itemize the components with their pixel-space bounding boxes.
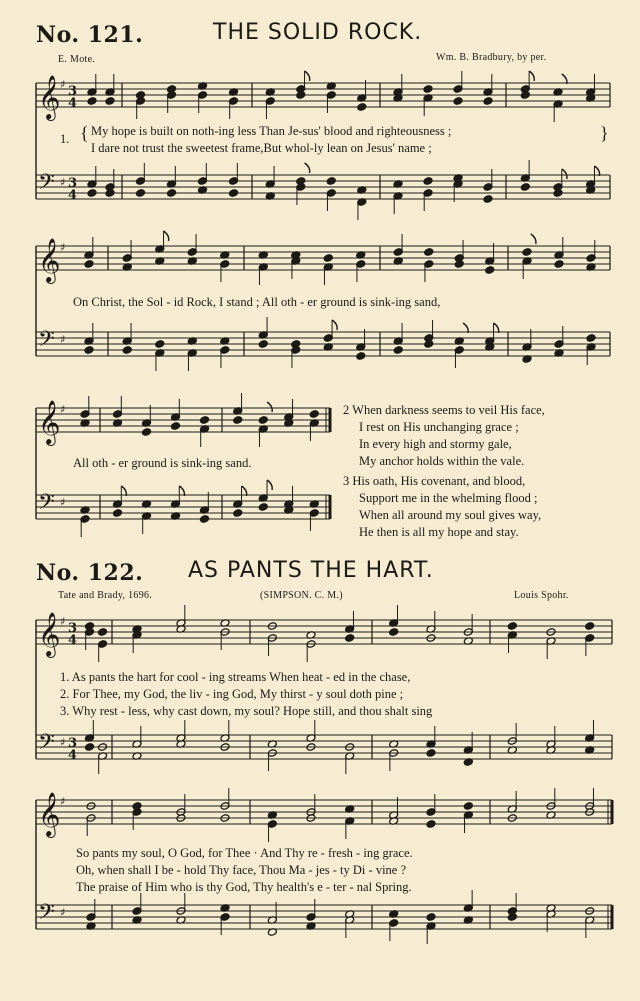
verse-brace-left: {	[80, 123, 89, 143]
note-head	[113, 509, 123, 518]
hymn-121-composer: Wm. B. Bradbury, by per.	[436, 52, 547, 63]
hymn-122-number: No. 122.	[36, 560, 144, 586]
sharp-icon: ♯	[60, 403, 66, 416]
note-head	[258, 503, 268, 512]
note-head	[586, 334, 596, 343]
stanza-2-line-1: 2 When darkness seems to veil His face,	[343, 403, 545, 417]
hymn-122-title: AS PANTS THE HART.	[188, 558, 434, 583]
note-flag	[332, 320, 337, 330]
time-signature-top: 3	[68, 84, 78, 99]
note-flag	[164, 231, 169, 241]
note-head	[200, 515, 210, 524]
sharp-icon: ♯	[60, 906, 66, 919]
note-head	[453, 97, 463, 106]
stanza-3-line-2: Support me in the whelming flood ;	[359, 491, 538, 505]
note-head	[233, 509, 243, 518]
time-signature-top: 3	[68, 736, 78, 751]
note-head	[463, 802, 473, 811]
note-head	[426, 913, 436, 922]
note-head	[426, 749, 436, 758]
hymn-121-line-2: On Christ, the Sol - id Rock, I stand ; All oth - er ground is sink-ing sand,	[73, 295, 441, 309]
note-head	[423, 177, 433, 186]
time-signature-bottom: 4	[68, 748, 78, 763]
note-head	[483, 97, 493, 106]
note-head	[105, 97, 115, 106]
note-head	[345, 634, 355, 643]
hymn-122-verse-3-line-2: The praise of Him who is thy God, Thy health's e - ter - nal Spring.	[76, 880, 412, 894]
time-signature-top: 3	[68, 621, 78, 636]
hymn-121-line-1b: I dare not trust the sweetest frame,But whol-ly lean on Jesus' name ;	[91, 141, 432, 155]
note-head	[507, 622, 517, 631]
note-head	[167, 189, 177, 198]
note-head	[98, 628, 108, 637]
note-flag	[267, 402, 272, 412]
treble-clef-icon: 𝄞	[38, 75, 61, 119]
note-head	[87, 97, 97, 106]
note-head	[84, 346, 94, 355]
note-head	[393, 346, 403, 355]
note-head	[155, 340, 165, 349]
note-head	[357, 103, 367, 112]
sharp-icon: ♯	[60, 333, 66, 346]
treble-clef-icon: 𝄞	[38, 400, 61, 444]
hymn-121-title: THE SOLID ROCK.	[213, 20, 423, 45]
note-head	[323, 254, 333, 263]
bass-clef-icon: 𝄢	[38, 730, 55, 760]
note-flag	[529, 71, 534, 81]
note-flag	[305, 163, 310, 173]
sharp-icon: ♯	[60, 78, 66, 91]
note-head	[171, 422, 181, 431]
hymn-122-verse-2-line-1: 2. For Thee, my God, the liv - ing God, My thirst - y soul doth pine ;	[60, 687, 404, 701]
stanza-3-line-4: He then is all my hope and stay.	[359, 525, 519, 539]
note-head	[326, 177, 336, 186]
hymn-122-verse-1-line-2: So pants my soul, O God, for Thee · And Thy re - fresh - ing grace.	[76, 846, 413, 860]
time-signature-bottom: 4	[68, 96, 78, 111]
note-head	[309, 410, 319, 419]
note-head	[84, 260, 94, 269]
hymn-121-verse-number: 1.	[60, 132, 70, 146]
bass-clef-icon: 𝄢	[38, 900, 55, 930]
note-head	[229, 189, 239, 198]
note-head	[585, 622, 595, 631]
verse-brace-right: }	[600, 123, 609, 143]
time-signature-top: 3	[68, 176, 78, 191]
sharp-icon: ♯	[60, 795, 66, 808]
sharp-icon: ♯	[60, 615, 66, 628]
hymn-122-verse-3-line-1: 3. Why rest - less, why cast down, my soul? Hope still, and thou shalt sing	[60, 704, 433, 718]
stanza-3-line-1: 3 His oath, His covenant, and blood,	[343, 474, 526, 488]
note-head	[520, 183, 530, 192]
hymn-121-number: No. 121.	[36, 22, 144, 48]
bass-clef-icon: 𝄢	[38, 327, 55, 357]
note-head	[389, 628, 399, 637]
hymn-121-line-1a: My hope is built on noth-ing less Than Je-sus' blood and righteousness ;	[91, 124, 452, 138]
note-flag	[562, 169, 567, 179]
note-head	[142, 428, 152, 437]
hymn-121-line-3: All oth - er ground is sink-ing sand.	[73, 456, 252, 470]
note-head	[258, 340, 268, 349]
note-head	[423, 85, 433, 94]
note-head	[233, 416, 243, 425]
hymn-121-stanza-3	[343, 473, 541, 541]
hymn-122-tune: (SIMPSON. C. M.)	[260, 590, 343, 601]
hymn-121-author: E. Mote.	[58, 54, 96, 65]
note-head	[485, 266, 495, 275]
stanza-3-line-3: When all around my soul gives way,	[359, 508, 542, 522]
stanza-2-line-2: I rest on His unchanging grace ;	[359, 420, 519, 434]
note-head	[85, 743, 95, 752]
sharp-icon: ♯	[60, 496, 66, 509]
hymn-122-composer: Louis Spohr.	[514, 590, 569, 601]
sharp-icon: ♯	[60, 176, 66, 189]
note-head	[122, 346, 132, 355]
bass-clef-icon: 𝄢	[38, 170, 55, 200]
hymn-122-verse-1-line-1: 1. As pants the hart for cool - ing streams When heat - ed in the chase,	[60, 670, 411, 684]
treble-clef-icon: 𝄞	[38, 238, 61, 282]
note-head	[554, 260, 564, 269]
hymn-121-stanza-2	[343, 402, 545, 470]
time-signature-bottom: 4	[68, 633, 78, 648]
note-head	[258, 416, 268, 425]
time-signature-bottom: 4	[68, 188, 78, 203]
hymn-122-author: Tate and Brady, 1696.	[58, 590, 153, 601]
note-head	[424, 248, 434, 257]
treble-clef-icon: 𝄞	[38, 792, 61, 836]
note-flag	[531, 234, 536, 244]
sharp-icon: ♯	[60, 241, 66, 254]
note-head	[87, 189, 97, 198]
note-head	[356, 352, 366, 361]
note-head	[426, 820, 436, 829]
note-head	[522, 248, 532, 257]
stanza-2-line-3: In every high and stormy gale,	[359, 437, 512, 451]
stanza-2-line-4: My anchor holds within the vale.	[359, 454, 525, 468]
sharp-icon: ♯	[60, 736, 66, 749]
note-flag	[267, 480, 272, 490]
note-flag	[305, 71, 310, 81]
note-head	[483, 195, 493, 204]
note-head	[136, 189, 146, 198]
bass-clef-icon: 𝄢	[38, 490, 55, 520]
treble-clef-icon: 𝄞	[38, 612, 61, 656]
hymn-122-verse-2-line-2: Oh, when shall I be - hold Thy face, Thou Ma - jes - ty Di - vine ?	[76, 863, 407, 877]
note-head	[200, 416, 210, 425]
